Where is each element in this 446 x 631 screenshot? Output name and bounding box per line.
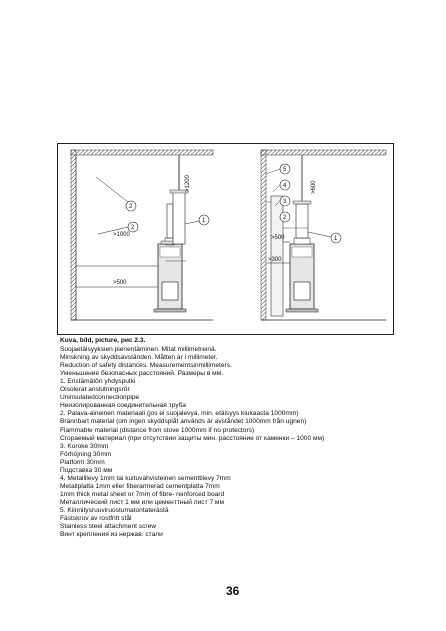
caption-line: 1. Eristämätön yhdysputki [60, 378, 136, 386]
caption-line: Oisolerat anslutningsrör [60, 386, 130, 394]
caption-line: Подставка 30 мм [60, 466, 113, 474]
caption-line: Stainless steel attachment screw [60, 523, 157, 531]
left-wall [71, 150, 76, 320]
caption-line: Förhöjning 30mm [60, 450, 112, 458]
caption-line: Flammable material (distance from stove 1000mm if no protectors) [60, 426, 255, 434]
svg-text:2: 2 [131, 225, 135, 231]
right-ceiling [261, 150, 386, 155]
right-stove-door [294, 282, 310, 300]
caption-line: Suojaetäisyyksien pienentäminen. Mitat millimetreinä. [60, 346, 217, 354]
caption-title: Kuva, bild, picture, рис 2.3. [60, 337, 146, 344]
left-stove-base [154, 309, 186, 312]
right-wall [261, 150, 266, 320]
caption-line: Сгораемый материал (при отсутствии защиты мин. расстояние от каменки – 1000 мм) [60, 434, 325, 442]
caption-line: Brännbart material (om ingen skyddsplåt används är avståndet 1000mm från ugnen) [60, 418, 307, 426]
right-drawing [261, 150, 386, 320]
installation-diagram [58, 144, 395, 336]
caption-line: Винт крепления из нержав. стали [60, 531, 163, 539]
caption-line: Reduction of safety distances. Measurementsinmillimeters. [60, 362, 232, 370]
caption-line: 5. Kiinnitysruuviruostumatontaterästä [60, 506, 169, 514]
caption-line: 2. Palava-aineinen materiaali (jos ei suojalevyä, min. etäisyys kiukaasta 1000mm) [60, 410, 299, 418]
caption-line: 4. Metallilevy 1mm tai kuituvahvisteinen sementtilevy 7mm [60, 474, 231, 482]
svg-text:2: 2 [283, 215, 287, 221]
stove-installation-figure [57, 143, 394, 335]
page-number: 36 [226, 584, 240, 598]
caption-line: 3. Koroke 30mm [60, 442, 109, 450]
left-flue-pipe [167, 204, 173, 238]
left-chimney [173, 192, 185, 244]
right-label-300: >300 [268, 257, 282, 263]
svg-text:1: 1 [334, 236, 338, 242]
svg-text:4: 4 [283, 183, 287, 189]
right-chimney [296, 204, 308, 238]
left-drawing [71, 150, 213, 320]
right-label-500: >500 [271, 235, 285, 241]
left-label-1000: >1000 [113, 232, 130, 238]
caption-line: Platform 30mm [60, 458, 105, 466]
caption-line: Uninsulatedconnectionpipe [60, 394, 140, 402]
svg-text:1: 1 [202, 218, 206, 224]
svg-text:2: 2 [129, 204, 133, 210]
right-label-600: >600 [311, 180, 317, 194]
right-stove-base [286, 309, 318, 312]
left-ceiling [71, 150, 213, 155]
caption-lines [60, 346, 400, 539]
figure-caption [60, 337, 400, 539]
caption-line: 1mm thick metal sheet or 7mm of fibre- reinforced board [60, 490, 225, 498]
caption-line: Уменьшение безопасных расстояний. Размеры в мм. [60, 370, 224, 378]
caption-line: Fästskruv av rostfritt stål [60, 515, 132, 523]
caption-line: Неизолированная соединительная труба [60, 402, 186, 410]
caption-line: Metallplatta 1mm eller fiberarmerad cementplatta 7mm [60, 482, 220, 490]
left-label-500: >500 [113, 280, 127, 286]
svg-text:5: 5 [283, 167, 287, 173]
left-stove-door [162, 282, 178, 300]
caption-line: Minskning av skyddsavständen. Måtten är i millimeter. [60, 354, 218, 362]
caption-line: Металлический лист 1 мм или цементтный лист 7 мм [60, 498, 225, 506]
left-label-1200: >1200 [185, 175, 191, 192]
svg-text:3: 3 [283, 199, 287, 205]
